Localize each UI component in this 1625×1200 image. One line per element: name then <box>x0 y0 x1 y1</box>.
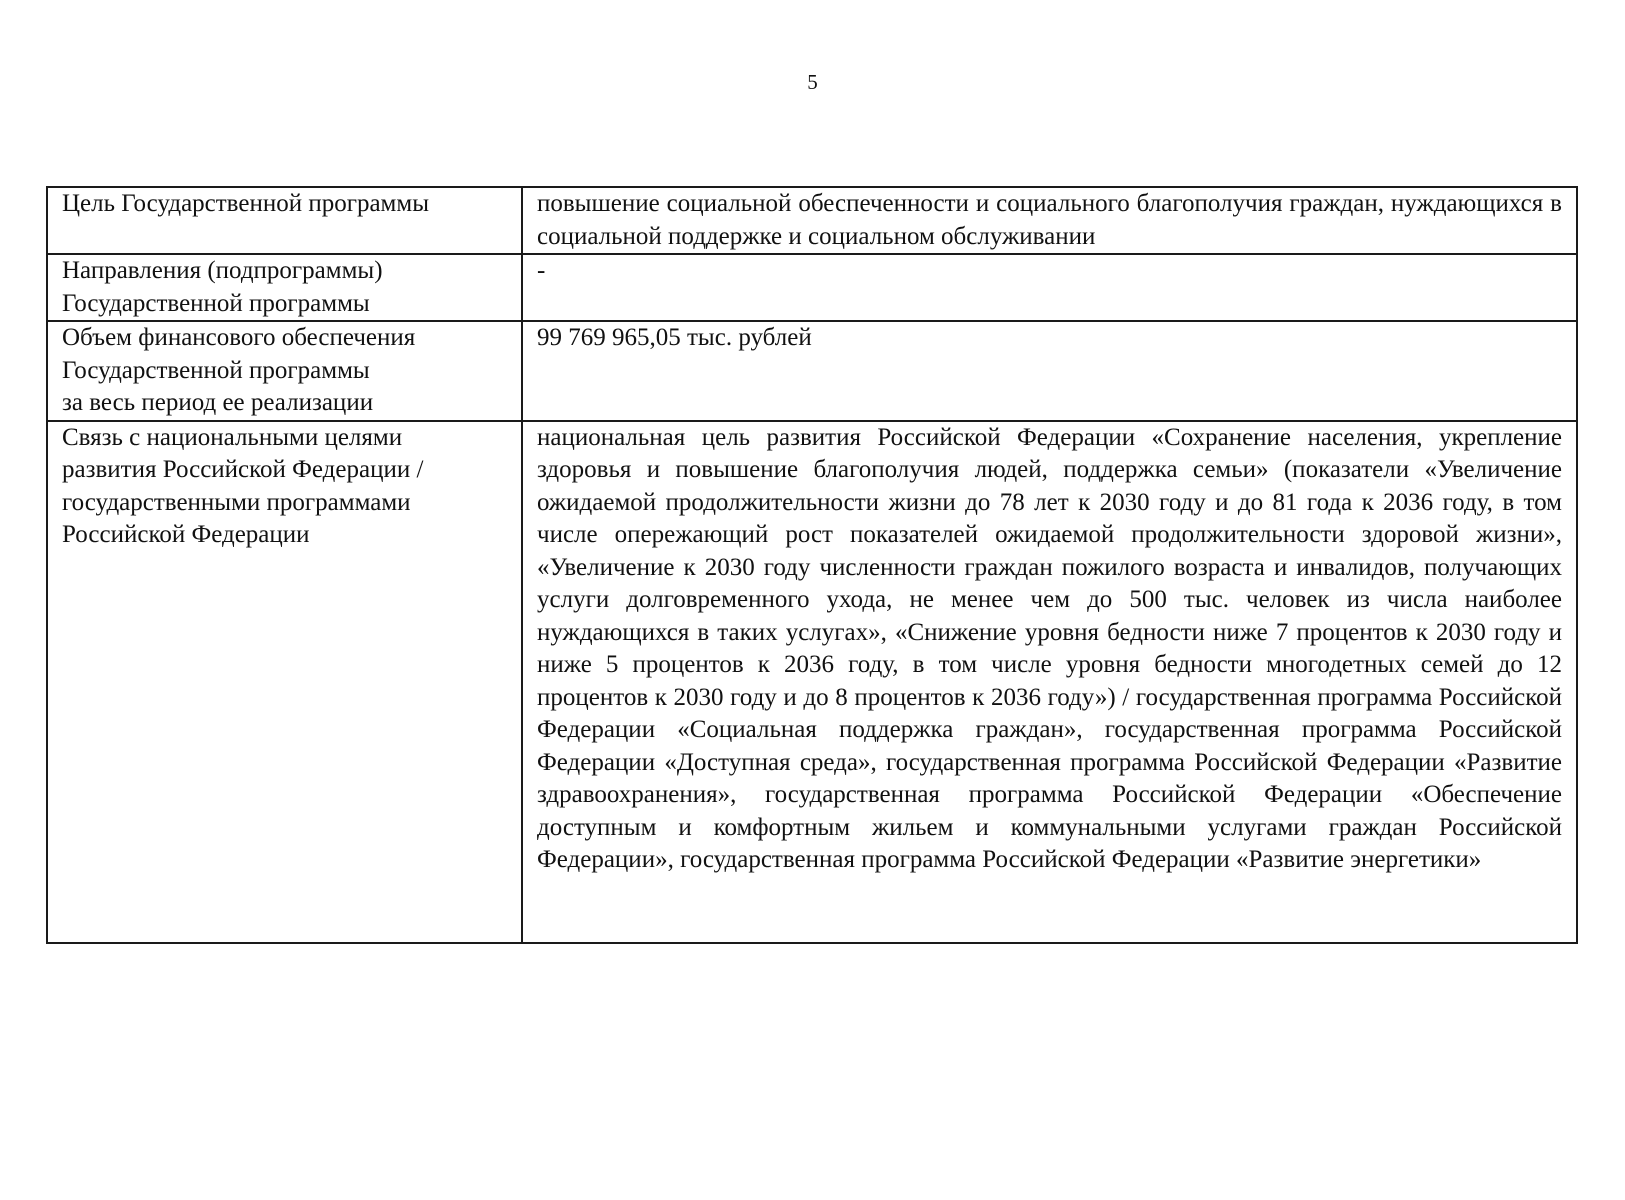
label-line: Российской Федерации <box>62 521 310 548</box>
label-line: государственными программами <box>62 488 411 516</box>
row-value-funding-volume: 99 769 965,05 тыс. рублей <box>522 321 1577 421</box>
table-row-program-goal <box>47 187 1577 254</box>
row-value-national-goals-link: национальная цель развития Российской Федерации «Сохранение населения, укрепление здоровья и повышение благополучия людей, поддержка семьи» (показатели «Увеличение ожидаемой продолжительности жизни до 78 лет к 2030 году и до 81 года к 2036 году, в том числе опережающий рост показателей ожидаемой продолжительности здоровой жизни», «Увеличение к 2030 году численности граждан пожилого возраста и инвалидов, получающих услуги долговременного ухода, не менее чем до 500 тыс. человек из числа наиболее нуждающихся в таких услугах», «Снижение уровня бедности ниже 7 процентов к 2030 году и ниже 5 процентов к 2036 году, в том числе уровня бедности многодетных семей до 12 процентов к 2030 году и до 8 процентов к 2036 году») / государственная программа Российской Федерации «Социальная поддержка граждан», государственная программа Российской Федерации «Доступная среда», государственная программа Российской Федерации «Развитие здравоохранения», государственная программа Российской Федерации «Обеспечение доступным и комфортным жильем и коммунальными услугами граждан Российской Федерации», государственная программа Российской Федерации «Развитие энергетики» <box>522 421 1577 943</box>
label-line: Государственной программы <box>62 356 370 384</box>
label-line: Направления (подпрограммы) <box>62 257 383 284</box>
label-line: Государственной программы <box>62 289 370 317</box>
label-line: за весь период ее реализации <box>62 389 374 416</box>
row-label-subprograms <box>47 254 522 321</box>
row-label-funding-volume <box>47 321 522 421</box>
page-number: 5 <box>807 70 818 94</box>
table-row-subprograms <box>47 254 1577 321</box>
table-row-funding-volume <box>47 321 1577 421</box>
row-value-subprograms: - <box>522 254 1577 321</box>
label-line: Объем финансового обеспечения <box>62 324 416 351</box>
program-passport-table <box>46 186 1578 944</box>
label-line: развития Российской Федерации / <box>62 456 424 483</box>
table-row-national-goals-link <box>47 421 1577 943</box>
label-line: Связь с национальными целями <box>62 423 403 451</box>
row-label-program-goal <box>47 187 522 254</box>
row-label-national-goals-link <box>47 421 522 943</box>
label-line: Цель Государственной программы <box>62 190 429 217</box>
row-value-program-goal: повышение социальной обеспеченности и социального благополучия граждан, нуждающихся в социальной поддержке и социальном обслуживании <box>522 187 1577 254</box>
